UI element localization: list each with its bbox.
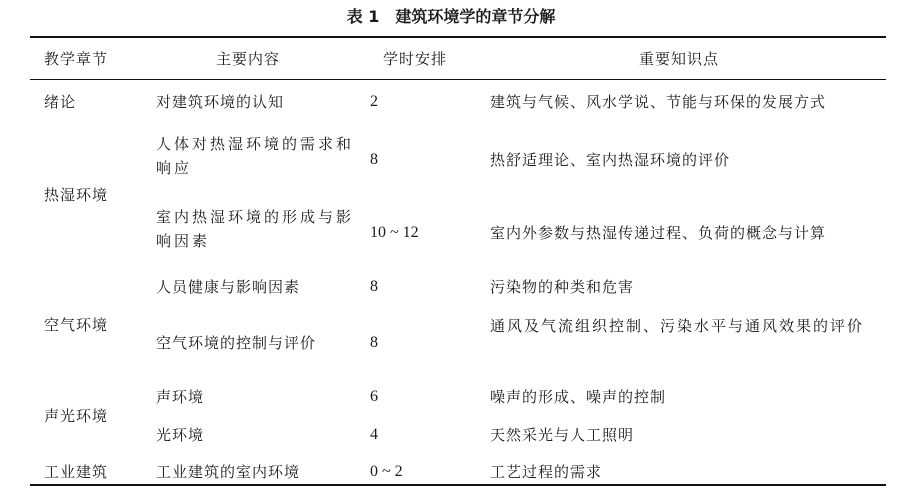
key-points-cell: 噪声的形成、噪声的控制 bbox=[490, 388, 667, 406]
chapter-cell: 声光环境 bbox=[44, 407, 109, 425]
content-cell: 声环境 bbox=[156, 388, 205, 406]
chapter-cell: 绪论 bbox=[44, 93, 77, 111]
content-cell: 人员健康与影响因素 bbox=[156, 278, 301, 296]
table-caption bbox=[0, 4, 902, 27]
content-cell: 室内热湿环境的形成与影响因素 bbox=[156, 208, 355, 250]
key-points-cell: 建筑与气候、风水学说、节能与环保的发展方式 bbox=[490, 93, 827, 111]
key-points-cell: 热舒适理论、室内热湿环境的评价 bbox=[490, 151, 731, 169]
key-points-cell: 通风及气流组织控制、污染水平与通风效果的评价 bbox=[490, 317, 865, 335]
bottom-rule bbox=[30, 484, 886, 486]
hours-cell: 0 ~ 2 bbox=[370, 463, 403, 480]
hours-cell: 6 bbox=[370, 388, 378, 405]
chapter-cell: 工业建筑 bbox=[44, 463, 109, 481]
hours-cell: 8 bbox=[370, 151, 378, 168]
header-key-points: 重要知识点 bbox=[639, 50, 720, 68]
key-points-cell: 室内外参数与热湿传递过程、负荷的概念与计算 bbox=[490, 224, 827, 242]
key-points-cell: 工艺过程的需求 bbox=[490, 463, 603, 481]
header-rule bbox=[30, 79, 886, 80]
content-cell: 人体对热湿环境的需求和响应 bbox=[156, 135, 355, 177]
header-content: 主要内容 bbox=[216, 50, 281, 68]
key-points-cell: 污染物的种类和危害 bbox=[490, 278, 635, 296]
hours-cell: 8 bbox=[370, 334, 378, 351]
hours-cell: 10 ~ 12 bbox=[370, 224, 419, 241]
key-points-cell: 天然采光与人工照明 bbox=[490, 426, 635, 444]
content-cell: 光环境 bbox=[156, 426, 205, 444]
hours-cell: 2 bbox=[370, 93, 378, 110]
top-rule bbox=[30, 36, 886, 38]
table-title: 建筑环境学的章节分解 bbox=[395, 7, 556, 26]
chapter-cell: 热湿环境 bbox=[44, 186, 109, 204]
hours-cell: 4 bbox=[370, 426, 378, 443]
hours-cell: 8 bbox=[370, 278, 378, 295]
table-number: 表 1 bbox=[346, 7, 380, 26]
content-cell: 工业建筑的室内环境 bbox=[156, 463, 301, 481]
header-chapter: 教学章节 bbox=[44, 50, 109, 68]
content-cell: 空气环境的控制与评价 bbox=[156, 334, 317, 352]
content-cell: 对建筑环境的认知 bbox=[156, 93, 285, 111]
header-hours: 学时安排 bbox=[383, 50, 448, 68]
chapter-cell: 空气环境 bbox=[44, 316, 109, 334]
